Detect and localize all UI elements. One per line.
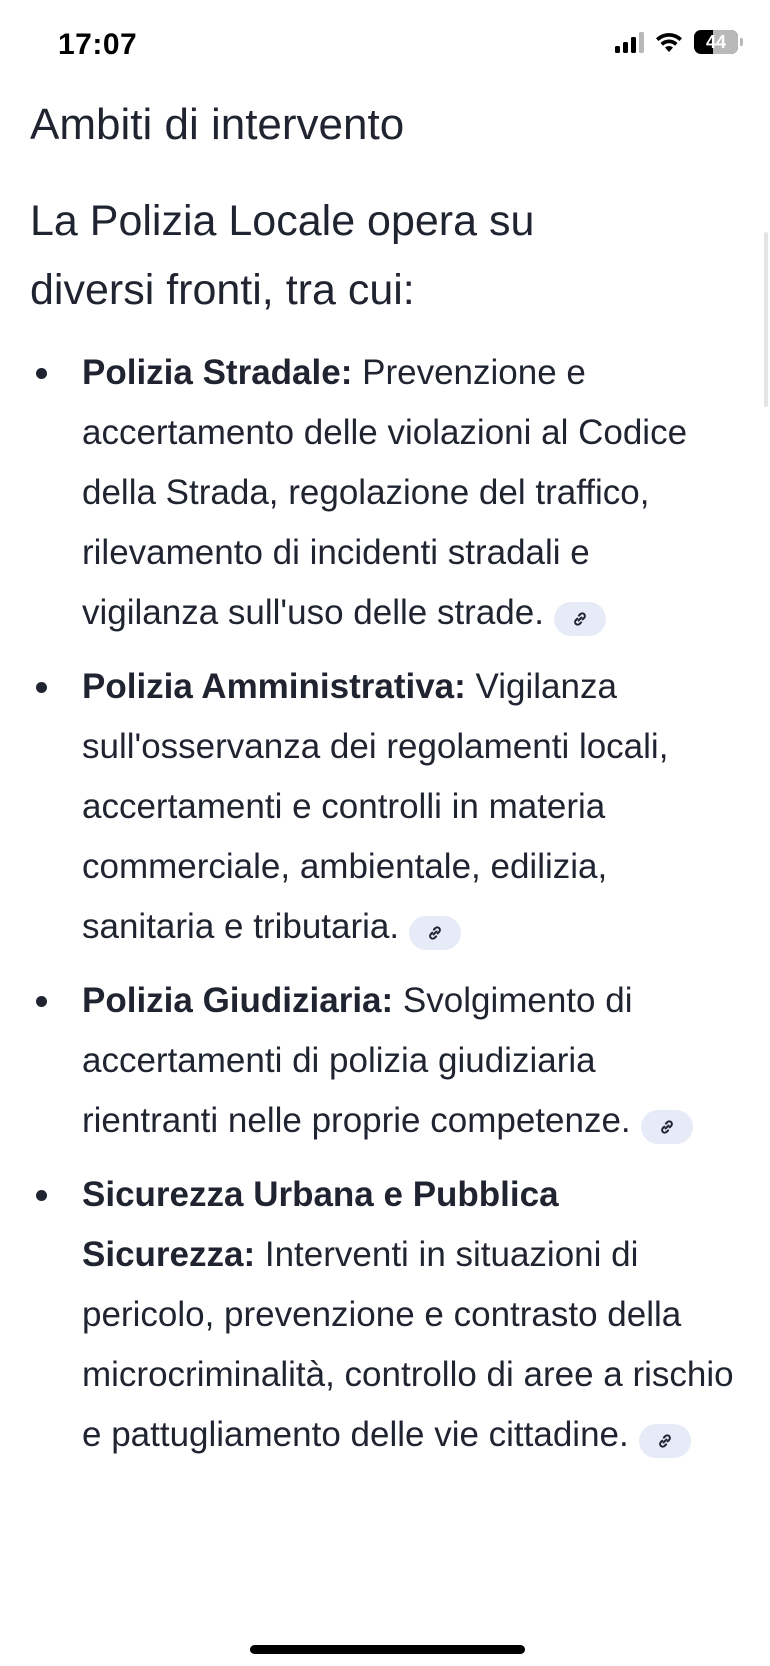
- list-item-title: Polizia Stradale:: [82, 352, 353, 392]
- status-time: 17:07: [58, 28, 138, 61]
- intervention-list: [30, 343, 734, 1465]
- section-intro: La Polizia Locale opera su diversi fronti, tra cui:: [30, 197, 535, 314]
- battery-icon: [694, 30, 738, 54]
- list-item-title: Polizia Giudiziaria:: [82, 980, 394, 1020]
- scrollbar[interactable]: [764, 232, 768, 407]
- link-icon: [658, 1118, 676, 1136]
- list-item-title: Sicurezza Urbana e Pubblica Sicurezza:: [82, 1174, 559, 1274]
- list-item: [30, 343, 734, 643]
- list-item-text: Svolgimento di accertamenti di polizia giudiziaria rientranti nelle proprie competenze.: [82, 980, 633, 1140]
- link-icon: [656, 1432, 674, 1450]
- list-item: [30, 971, 734, 1151]
- cellular-signal-icon: [615, 31, 644, 53]
- link-icon: [571, 610, 589, 628]
- source-link-button[interactable]: [639, 1424, 691, 1458]
- battery-level: 44: [705, 31, 727, 52]
- list-item-text: Prevenzione e accertamento delle violazioni al Codice della Strada, regolazione del traffico, rilevamento di incidenti stradali e vigilanza sull'uso delle strade.: [82, 352, 688, 632]
- link-icon: [426, 924, 444, 942]
- source-link-button[interactable]: [554, 602, 606, 636]
- status-bar: [0, 0, 770, 92]
- status-icons: [615, 30, 738, 54]
- home-indicator[interactable]: [250, 1645, 525, 1654]
- article-content: [30, 96, 734, 1479]
- section-heading: Ambiti di intervento: [30, 100, 405, 149]
- list-item-text: Vigilanza sull'osservanza dei regolamenti locali, accertamenti e controlli in materia commerciale, ambientale, edilizia, sanitaria e tributaria.: [82, 666, 669, 946]
- source-link-button[interactable]: [641, 1110, 693, 1144]
- list-item-title: Polizia Amministrativa:: [82, 666, 466, 706]
- list-item-text: Interventi in situazioni di pericolo, prevenzione e contrasto della microcriminalità, controllo di aree a rischio e pattugliamento delle vie cittadine.: [82, 1234, 734, 1454]
- wifi-icon: [654, 30, 684, 54]
- list-item: [30, 1165, 734, 1465]
- source-link-button[interactable]: [409, 916, 461, 950]
- list-item: [30, 657, 734, 957]
